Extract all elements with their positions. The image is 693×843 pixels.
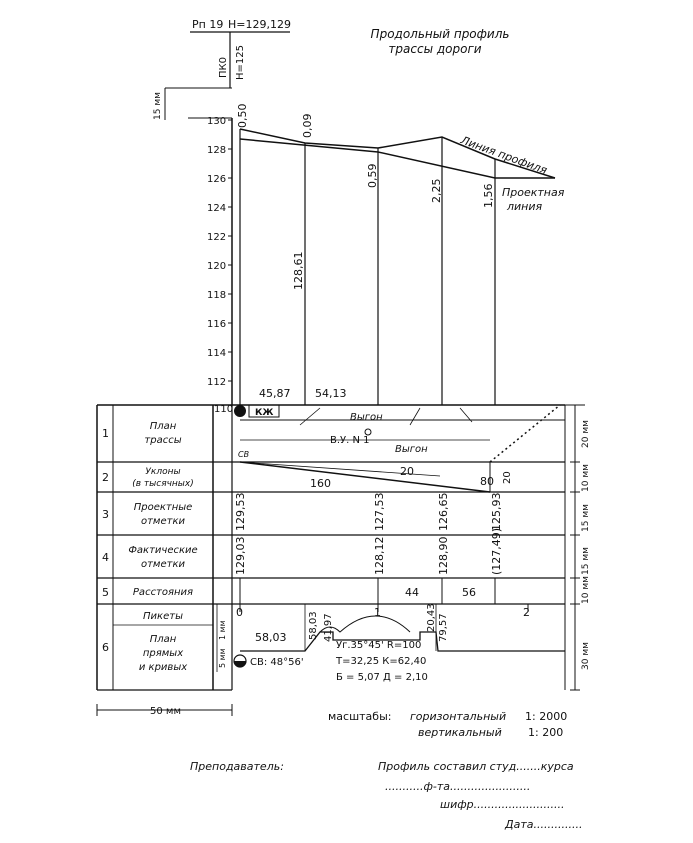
footer-compiled: Профиль составил студ.......курса xyxy=(378,760,574,773)
footer-faculty: ...........ф-та....................... xyxy=(385,780,531,793)
row1-dotted xyxy=(490,405,560,462)
scale-h-val: 1: 2000 xyxy=(525,710,568,723)
row-5-label-1: Расстояния xyxy=(132,587,194,598)
row-4-mm: 15 мм xyxy=(581,547,591,575)
y-axis-ticks xyxy=(207,116,233,415)
width-label: 50 мм xyxy=(150,706,181,717)
ground-line-label: Линия профиля xyxy=(458,133,549,177)
y-tick-130: 130 xyxy=(207,116,227,127)
curve-d5: 79,57 xyxy=(438,613,449,642)
row-3-mm: 15 мм xyxy=(581,504,591,532)
row-2-num: 2 xyxy=(102,471,109,484)
picket-1: 1 xyxy=(374,606,381,619)
row-1-label-1: План xyxy=(149,421,177,432)
picket-2: 2 xyxy=(523,606,530,619)
vygon-1: Выгон xyxy=(350,412,383,423)
y-tick-116: 116 xyxy=(207,319,227,330)
y-tick-128: 128 xyxy=(207,145,227,156)
work-mark-1: 0,50 xyxy=(236,103,249,128)
actual-mark-1: 129,03 xyxy=(234,536,247,575)
actual-mark-4: (127,49) xyxy=(490,527,503,575)
design-line-label-1: Проектная xyxy=(502,186,565,199)
ordinate-label: 128,61 xyxy=(292,251,305,290)
pk0-label: ПК0 xyxy=(218,57,229,78)
gap-label: 15 мм xyxy=(153,92,163,120)
scale-h: горизонтальный xyxy=(410,710,507,723)
row-6-num: 6 xyxy=(102,641,109,654)
y-tick-112: 112 xyxy=(207,377,227,388)
row-3-num: 3 xyxy=(102,508,109,521)
actual-mark-3: 128,90 xyxy=(437,536,450,575)
title-line2: трассы дороги xyxy=(388,42,482,56)
scales-label: масштабы: xyxy=(328,710,392,723)
design-mark-1: 129,53 xyxy=(234,492,247,531)
distance-56: 56 xyxy=(462,586,476,599)
picket-ticks xyxy=(240,604,528,612)
row-2-label-2: (в тысячных) xyxy=(132,479,194,489)
row-1-num: 1 xyxy=(102,427,109,440)
bearing-marker-fill xyxy=(234,661,246,667)
row-6-label-3: прямых xyxy=(142,648,184,659)
scale-v-val: 1: 200 xyxy=(528,726,564,739)
row-6-mm: 30 мм xyxy=(581,642,591,670)
curve-tk: Т=32,25 К=62,40 xyxy=(336,656,427,667)
work-mark-4: 2,25 xyxy=(430,178,443,203)
title-line1: Продольный профиль xyxy=(370,27,510,41)
curve-angle: Уг.35°45' R=100 xyxy=(336,640,422,651)
slope-20b: 20 xyxy=(502,471,513,484)
benchmark-label: Рп 19 xyxy=(192,18,224,31)
scale-v: вертикальный xyxy=(418,726,502,739)
work-mark-5: 1,56 xyxy=(482,183,495,208)
footer-code: шифр.......................... xyxy=(440,798,565,811)
row-1-label-2: трассы xyxy=(144,435,182,446)
work-mark-3: 0,59 xyxy=(366,163,379,188)
row1-cv-label: СВ xyxy=(238,450,250,459)
kzh-label: КЖ xyxy=(255,408,274,418)
row-6-label-4: и кривых xyxy=(138,662,188,673)
curve-d3: 41,97 xyxy=(323,613,334,642)
vu-label: В.У. N 1 xyxy=(330,435,370,446)
row-4-label-2: отметки xyxy=(140,559,186,570)
benchmark-value: H=129,129 xyxy=(228,18,291,31)
row-3-label-1: Проектные xyxy=(133,502,193,513)
y-tick-124: 124 xyxy=(207,203,227,214)
curve-d2: 58,03 xyxy=(308,611,319,640)
row-5-num: 5 xyxy=(102,586,109,599)
slope-line-1 xyxy=(240,462,490,492)
design-mark-4: 125,93 xyxy=(490,492,503,531)
footer-teacher: Преподаватель: xyxy=(190,760,284,773)
design-mark-3: 126,65 xyxy=(437,492,450,531)
top-distance-1: 45,87 xyxy=(259,387,291,400)
design-mark-2: 127,53 xyxy=(373,492,386,531)
vygon-2: Выгон xyxy=(395,444,428,455)
slope-160: 160 xyxy=(310,477,331,490)
kzh-marker-icon xyxy=(234,405,246,417)
design-line-label-2: линия xyxy=(507,200,543,213)
row-4-num: 4 xyxy=(102,551,109,564)
top-distance-2: 54,13 xyxy=(315,387,347,400)
slope-20: 20 xyxy=(400,465,414,478)
row-2-mm: 10 мм xyxy=(581,464,591,492)
y-tick-126: 126 xyxy=(207,174,227,185)
slope-80: 80 xyxy=(480,475,494,488)
row-4-label-1: Фактические xyxy=(128,545,198,556)
y-tick-114: 114 xyxy=(207,348,227,359)
row-6-label-2: План xyxy=(149,634,177,645)
pk0-elev: Н=125 xyxy=(235,45,246,80)
curve-mm-1: 1 мм xyxy=(218,620,227,640)
y-tick-120: 120 xyxy=(207,261,227,272)
y-tick-110: 110 xyxy=(214,404,234,415)
row1-arrows xyxy=(300,408,472,425)
distance-44: 44 xyxy=(405,586,419,599)
work-mark-2: 0,09 xyxy=(301,113,314,138)
y-tick-122: 122 xyxy=(207,232,227,243)
row-2-label-1: Уклоны xyxy=(145,467,181,477)
picket-0: 0 xyxy=(236,606,243,619)
footer-date: Дата.............. xyxy=(505,818,583,831)
row-5-mm: 10 мм xyxy=(581,576,591,604)
row-1-mm: 20 мм xyxy=(581,420,591,448)
curve-d1: 58,03 xyxy=(255,631,287,644)
curve-bd: Б = 5,07 Д = 2,10 xyxy=(336,672,428,683)
curve-d4: 20,43 xyxy=(426,603,437,632)
actual-mark-2: 128,12 xyxy=(373,536,386,575)
row-6-label-1: Пикеты xyxy=(143,611,183,622)
row-3-label-2: отметки xyxy=(140,516,186,527)
curve-mm-5: 5 мм xyxy=(218,648,227,668)
y-tick-118: 118 xyxy=(207,290,227,301)
curve-bearing: СВ: 48°56' xyxy=(250,657,304,668)
